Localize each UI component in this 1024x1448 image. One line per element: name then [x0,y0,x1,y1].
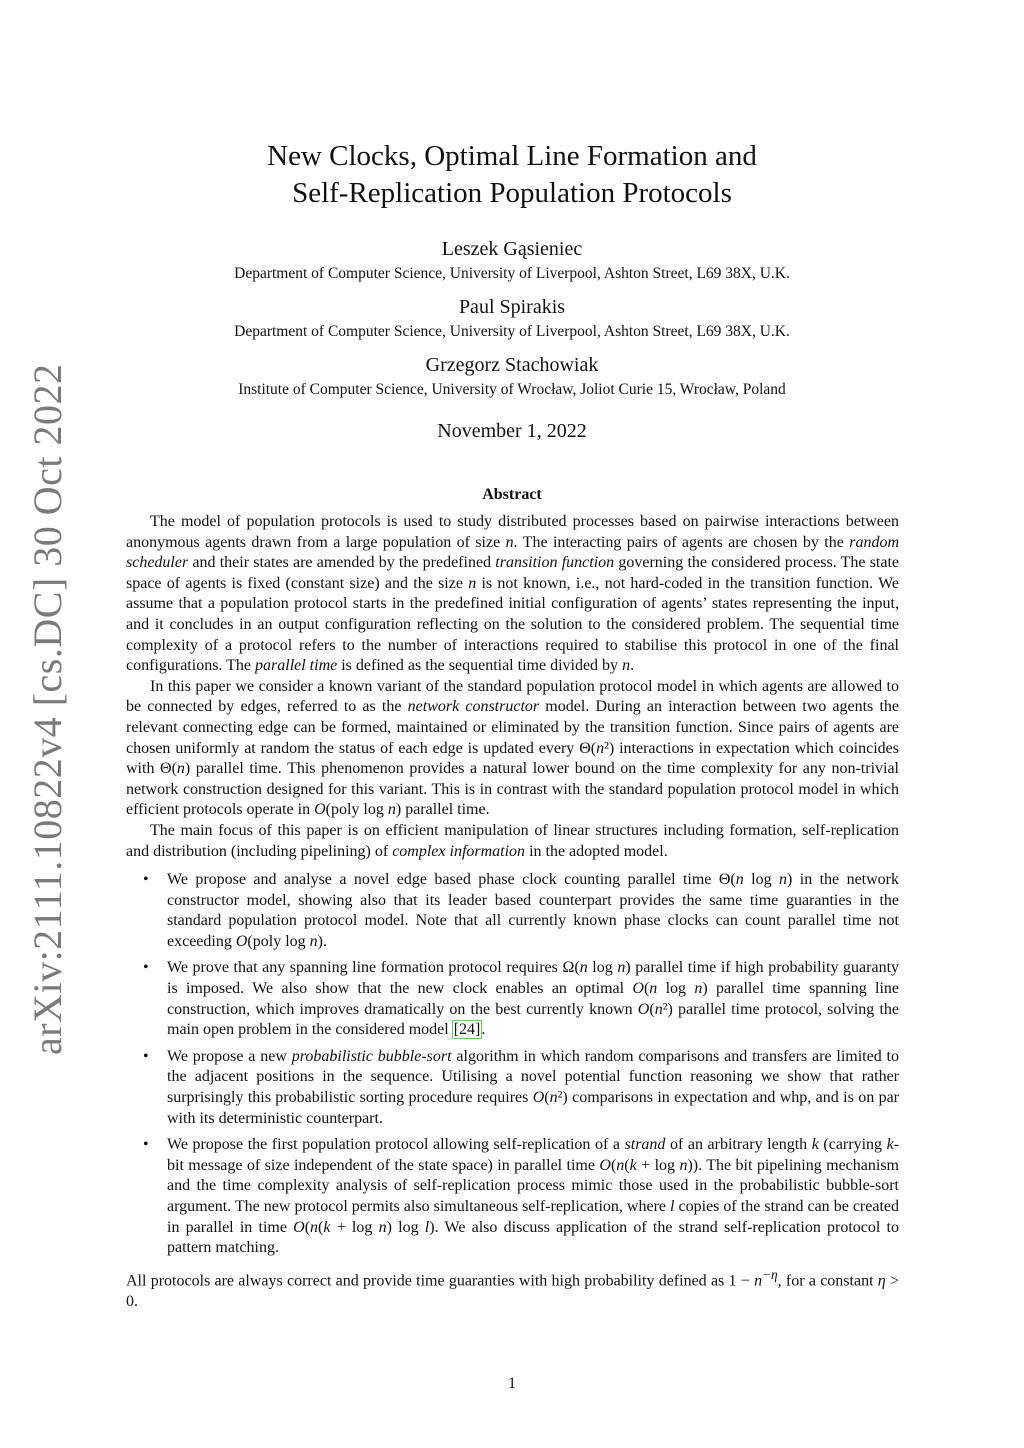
citation-link[interactable]: [24] [453,1021,481,1039]
contribution-list [126,870,899,1259]
list-item: • We propose the first population protocol allowing self-replication of a strand of an arbitrary length k (carrying k-bit message of size independent of the state space) in parallel time O(n(k + log n)). The bit pipelining mechanism and the time complexity analysis of self-replication process mimic those used in the probabilistic bubble-sort argument. The new protocol permits also simultaneous self-replication, where l copies of the strand can be created in parallel in time O(n(k + log n) log l). We also discuss application of the strand self-replication protocol to pattern matching. [167,1135,899,1259]
title-line-1: New Clocks, Optimal Line Formation and [267,140,757,172]
paper-title [160,138,864,212]
list-item: • We propose and analyse a novel edge based phase clock counting parallel time Θ(n log n) in the network constructor model, showing also that its leader based counterpart provides the same time guaranties in the standard population protocol model. Note that all currently known phase clocks can count parallel time not exceeding O(poly log n). [167,870,899,952]
abstract-body [126,512,899,1312]
author-affiliation: Department of Computer Science, University of Liverpool, Ashton Street, L69 38X, U.K. [234,323,790,340]
author-affiliation: Institute of Computer Science, University of Wrocław, Joliot Curie 15, Wrocław, Poland [238,381,786,398]
page-number: 1 [508,1375,516,1392]
author-name: Paul Spirakis [458,296,566,318]
list-item: • We propose a new probabilistic bubble-sort algorithm in which random comparisons and transfers are limited to the adjacent positions in the sequence. Utilising a novel potential function reasoning we show that rather surprisingly this probabilistic sorting procedure requires O(n²) comparisons in expectation and whp, and is on par with its deterministic counterpart. [167,1047,899,1129]
title-line-2: Self-Replication Population Protocols [292,177,732,209]
abstract-paragraph-1: The model of population protocols is used to study distributed processes based on pairwise interactions between anonymous agents drawn from a large population of size n. The interacting pairs of agents are chosen by the random scheduler and their states are amended by the predefined transition function governing the considered process. The state space of agents is fixed (constant size) and the size n is not known, i.e., not hard-coded in the transition function. We assume that a population protocol starts in the predefined initial configuration of agents’ states representing the input, and it concludes in an output configuration reflecting on the solution to the considered problem. The sequential time complexity of a protocol refers to the number of interactions required to stabilise this protocol in one of the final configurations. The parallel time is defined as the sequential time divided by n. [126,513,900,675]
abstract-heading: Abstract [482,486,542,503]
author-affiliation: Department of Computer Science, University of Liverpool, Ashton Street, L69 38X, U.K. [234,265,790,282]
abstract-paragraph-3: The main focus of this paper is on efficient manipulation of linear structures including formation, self-replication and distribution (including pipelining) of complex information in the adopted model. [126,821,899,860]
abstract-paragraph-2: In this paper we consider a known variant of the standard population protocol model in which agents are allowed to be connected by edges, referred to as the network constructor model. During an interaction between two agents the relevant connecting edge can be formed, maintained or eliminated by the transition function. Since pairs of agents are chosen uniformly at random the status of each edge is updated every Θ(n²) interactions in expectation which coincides with Θ(n) parallel time. This phenomenon provides a natural lower bound on the time complexity for any non-trivial network construction designed for this variant. This is in contrast with the standard population protocol model in which efficient protocols operate in O(poly log n) parallel time. [126,677,900,819]
arxiv-identifier: arXiv:2111.10822v4 [cs.DC] 30 Oct 2022 [25,363,70,1055]
paper-date: November 1, 2022 [437,420,587,442]
author-name: Grzegorz Stachowiak [425,354,599,376]
author-name: Leszek Gąsieniec [441,238,583,260]
list-item: • We prove that any spanning line formation protocol requires Ω(n log n) parallel time if high probability guaranty is imposed. We also show that the new clock enables an optimal O(n log n) parallel time spanning line construction, which improves dramatically on the best currently known O(n²) parallel time protocol, solving the main open problem in the considered model [24]. [167,958,899,1040]
abstract-closing: All protocols are always correct and provide time guaranties with high probability defined as $1 - n^{-\eta}$, for a constant η > 0. [126,1266,899,1310]
